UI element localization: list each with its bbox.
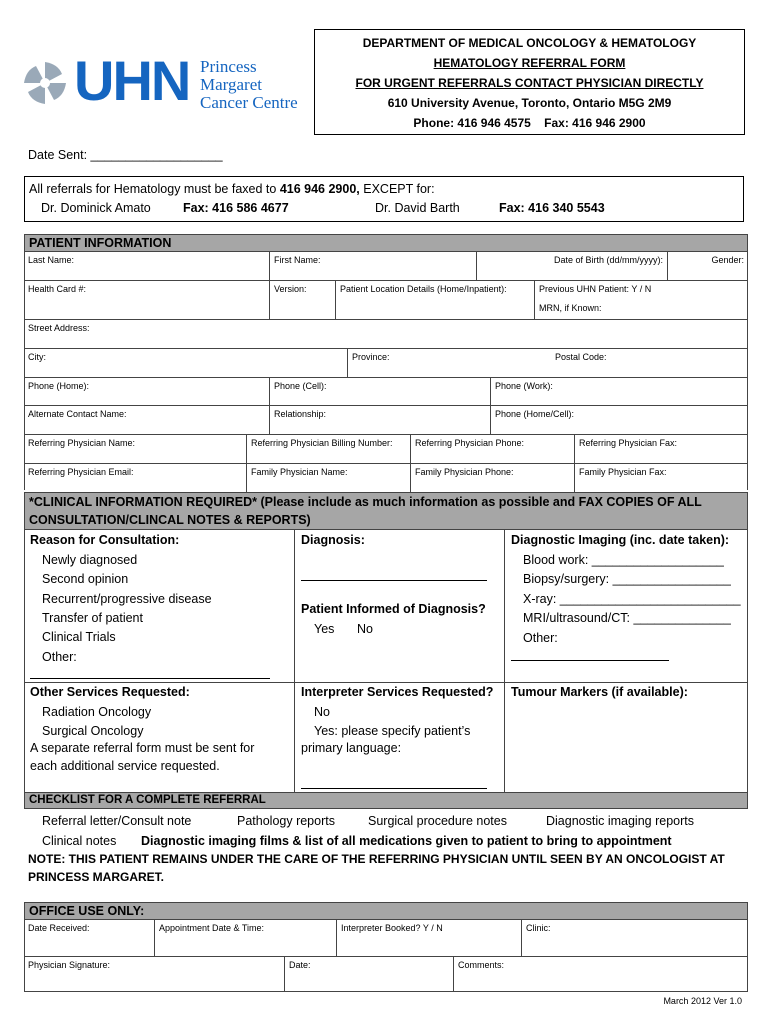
phone-home-cell-label: Phone (Home/Cell): xyxy=(495,409,575,419)
health-card-label: Health Card #: xyxy=(28,284,87,294)
logo-line-2: Margaret xyxy=(200,75,262,94)
check-films-note: Diagnostic imaging films & list of all medications given to patient to bring to appointment xyxy=(141,834,672,848)
informed-yes[interactable]: Yes xyxy=(314,622,335,636)
interpreter-yes-l2: primary language: xyxy=(301,741,402,755)
fax-notice-text-b: EXCEPT for: xyxy=(359,182,435,196)
signature-field[interactable] xyxy=(24,957,284,992)
clinical-title-l2: CONSULTATION/CLINCAL NOTES & REPORTS) xyxy=(29,513,311,527)
fam-fax-field[interactable] xyxy=(574,464,748,492)
first-name-field[interactable] xyxy=(269,252,476,280)
version-footer: March 2012 Ver 1.0 xyxy=(663,996,742,1006)
imaging-title: Diagnostic Imaging (inc. date taken): xyxy=(511,533,730,547)
last-name-field[interactable] xyxy=(24,252,269,280)
address: 610 University Avenue, Toronto, Ontario M5G 2M9 xyxy=(387,96,672,110)
clinical-vline-1 xyxy=(294,530,295,792)
reason-newly[interactable]: Newly diagnosed xyxy=(42,553,138,567)
fax-notice-number: 416 946 2900, xyxy=(279,182,360,196)
dob-label: Date of Birth (dd/mm/yyyy): xyxy=(553,255,663,265)
imaging-other-line[interactable] xyxy=(511,660,669,661)
logo-line-1: Princess xyxy=(200,57,257,76)
ref-fax-field[interactable] xyxy=(574,435,748,463)
relationship-label: Relationship: xyxy=(274,409,327,419)
date-received-label: Date Received: xyxy=(28,923,90,933)
row-ref xyxy=(24,435,748,464)
version-label: Version: xyxy=(274,284,307,294)
alt-contact-label: Alternate Contact Name: xyxy=(28,409,127,419)
row-names xyxy=(24,252,748,281)
row-health xyxy=(24,281,748,320)
imaging-mri[interactable]: MRI/ultrasound/CT: ______________ xyxy=(523,611,731,625)
appt-field[interactable] xyxy=(154,920,336,956)
urgent-note: FOR URGENT REFERRALS CONTACT PHYSICIAN DIRECTLY xyxy=(355,76,704,90)
ref-phone-label: Referring Physician Phone: xyxy=(415,438,525,448)
prev-uhn-label: Previous UHN Patient: Y / N xyxy=(539,284,652,294)
prev-uhn-field[interactable] xyxy=(534,281,748,319)
row-street xyxy=(24,320,748,349)
check-surgical[interactable]: Surgical procedure notes xyxy=(368,814,507,828)
location-field[interactable] xyxy=(335,281,534,319)
phone-work-field[interactable] xyxy=(490,378,748,405)
uhn-logo xyxy=(20,49,310,116)
ref-email-field[interactable] xyxy=(24,464,246,492)
reason-second[interactable]: Second opinion xyxy=(42,572,129,586)
service-radiation[interactable]: Radiation Oncology xyxy=(42,705,152,719)
ref-fax-label: Referring Physician Fax: xyxy=(579,438,678,448)
ref-billing-label: Referring Physician Billing Number: xyxy=(251,438,393,448)
logo-line-3: Cancer Centre xyxy=(200,93,298,112)
fam-phone-field[interactable] xyxy=(410,464,574,492)
fax-notice-text-a: All referrals for Hematology must be faxed to xyxy=(29,182,280,196)
ref-phone-field[interactable] xyxy=(410,435,574,463)
row-alt xyxy=(24,406,748,435)
street-field[interactable] xyxy=(24,320,748,348)
last-name-label: Last Name: xyxy=(28,255,75,265)
ref-billing-field[interactable] xyxy=(246,435,410,463)
office-row-2 xyxy=(24,957,748,992)
fam-name-field[interactable] xyxy=(246,464,410,492)
dr2-fax: Fax: 416 340 5543 xyxy=(499,201,605,215)
patient-title: PATIENT INFORMATION xyxy=(29,236,172,250)
form-title: HEMATOLOGY REFERRAL FORM xyxy=(433,56,626,70)
separate-form-l2: each additional service requested. xyxy=(30,759,220,773)
dr2-name: Dr. David Barth xyxy=(375,201,460,215)
imaging-xray[interactable]: X-ray: __________________________ xyxy=(523,592,741,606)
reason-transfer[interactable]: Transfer of patient xyxy=(42,611,143,625)
care-note-l1: NOTE: THIS PATIENT REMAINS UNDER THE CARE OF THE REFERRING PHYSICIAN UNTIL SEEN BY AN ONCOLOGIST AT xyxy=(28,852,725,866)
office-date-label: Date: xyxy=(289,960,311,970)
reason-recurrent[interactable]: Recurrent/progressive disease xyxy=(42,592,212,606)
tumour-title: Tumour Markers (if available): xyxy=(511,685,688,699)
interp-booked-field[interactable] xyxy=(336,920,521,956)
other-services-title: Other Services Requested: xyxy=(30,685,190,699)
clinical-divider xyxy=(24,682,748,683)
row-phones xyxy=(24,378,748,406)
clinic-label: Clinic: xyxy=(526,923,551,933)
diagnosis-line[interactable] xyxy=(301,580,487,581)
imaging-other[interactable]: Other: xyxy=(523,631,558,645)
header-box xyxy=(314,29,745,135)
fax-notice-box xyxy=(24,176,744,222)
date-sent[interactable]: Date Sent: ___________________ xyxy=(28,148,223,162)
clinic-field[interactable] xyxy=(521,920,748,956)
alt-contact-field[interactable] xyxy=(24,406,269,434)
uhn-wordmark: UHN xyxy=(74,49,190,112)
reason-other[interactable]: Other: xyxy=(42,650,77,664)
interpreter-no[interactable]: No xyxy=(314,705,330,719)
phone-home-label: Phone (Home): xyxy=(28,381,90,391)
clinical-header xyxy=(24,492,748,530)
dr1-name: Dr. Dominick Amato xyxy=(41,201,151,215)
postal-field[interactable] xyxy=(551,349,748,377)
pinwheel-icon xyxy=(20,58,70,108)
dr1-fax: Fax: 416 586 4677 xyxy=(183,201,289,215)
check-clinical-notes[interactable]: Clinical notes xyxy=(42,834,117,848)
dob-field[interactable] xyxy=(476,252,667,280)
comments-label: Comments: xyxy=(458,960,505,970)
checklist-title: CHECKLIST FOR A COMPLETE REFERRAL xyxy=(29,794,266,806)
imaging-blood[interactable]: Blood work: ___________________ xyxy=(523,553,724,567)
fax-notice-line xyxy=(29,182,435,196)
office-date-field[interactable] xyxy=(284,957,453,992)
reason-trials[interactable]: Clinical Trials xyxy=(42,630,116,644)
service-surgical[interactable]: Surgical Oncology xyxy=(42,724,144,738)
interpreter-title: Interpreter Services Requested? xyxy=(301,685,494,699)
check-referral[interactable]: Referral letter/Consult note xyxy=(42,814,192,828)
checklist-header xyxy=(24,792,748,809)
appt-label: Appointment Date & Time: xyxy=(159,923,265,933)
comments-field[interactable] xyxy=(453,957,748,992)
city-label: City: xyxy=(28,352,46,362)
phone-work-label: Phone (Work): xyxy=(495,381,553,391)
ref-name-label: Referring Physician Name: xyxy=(28,438,136,448)
gender-field[interactable] xyxy=(667,252,748,280)
phone-cell-label: Phone (Cell): xyxy=(274,381,327,391)
date-received-field[interactable] xyxy=(24,920,154,956)
fam-name-label: Family Physician Name: xyxy=(251,467,348,477)
interpreter-language-line[interactable] xyxy=(301,788,487,789)
imaging-biopsy[interactable]: Biopsy/surgery: _________________ xyxy=(523,572,731,586)
office-header xyxy=(24,902,748,920)
office-row-1 xyxy=(24,920,748,957)
clinical-title-l1: *CLINICAL INFORMATION REQUIRED* (Please include as much information as possible and FAX COPIES OF ALL xyxy=(29,495,702,509)
diagnosis-title: Diagnosis: xyxy=(301,533,365,547)
fam-fax-label: Family Physician Fax: xyxy=(579,467,667,477)
postal-label: Postal Code: xyxy=(555,352,607,362)
phone-cell-field[interactable] xyxy=(269,378,490,405)
separate-form-l1: A separate referral form must be sent for xyxy=(30,741,255,755)
clinical-vline-2 xyxy=(504,530,505,792)
health-card-field[interactable] xyxy=(24,281,269,319)
row-city xyxy=(24,349,748,378)
check-pathology[interactable]: Pathology reports xyxy=(237,814,335,828)
signature-label: Physician Signature: xyxy=(28,960,111,970)
check-imaging[interactable]: Diagnostic imaging reports xyxy=(546,814,694,828)
informed-title: Patient Informed of Diagnosis? xyxy=(301,602,486,616)
reason-title: Reason for Consultation: xyxy=(30,533,180,547)
phone-fax: Phone: 416 946 4575 Fax: 416 946 2900 xyxy=(413,116,646,130)
phone-home-field[interactable] xyxy=(24,378,269,405)
province-label: Province: xyxy=(352,352,390,362)
dept-title: DEPARTMENT OF MEDICAL ONCOLOGY & HEMATOLOGY xyxy=(362,36,697,50)
reason-other-line[interactable] xyxy=(30,678,270,679)
ref-email-label: Referring Physician Email: xyxy=(28,467,134,477)
row-fam xyxy=(24,464,748,493)
ref-name-field[interactable] xyxy=(24,435,246,463)
informed-no[interactable]: No xyxy=(357,622,373,636)
care-note-l2: PRINCESS MARGARET. xyxy=(28,870,165,884)
gender-label: Gender: xyxy=(711,255,744,265)
interpreter-yes-l1[interactable]: Yes: please specify patient’s xyxy=(314,724,471,738)
province-field[interactable] xyxy=(347,349,551,377)
street-label: Street Address: xyxy=(28,323,90,333)
office-title: OFFICE USE ONLY: xyxy=(29,904,145,918)
version-field[interactable] xyxy=(269,281,335,319)
interp-booked-label: Interpreter Booked? Y / N xyxy=(341,923,443,933)
city-field[interactable] xyxy=(24,349,347,377)
patient-header xyxy=(24,234,748,252)
first-name-label: First Name: xyxy=(274,255,321,265)
mrn-label: MRN, if Known: xyxy=(539,303,602,313)
relationship-field[interactable] xyxy=(269,406,490,434)
phone-home-cell-field[interactable] xyxy=(490,406,748,434)
location-label: Patient Location Details (Home/Inpatient): xyxy=(340,284,507,294)
fam-phone-label: Family Physician Phone: xyxy=(415,467,514,477)
